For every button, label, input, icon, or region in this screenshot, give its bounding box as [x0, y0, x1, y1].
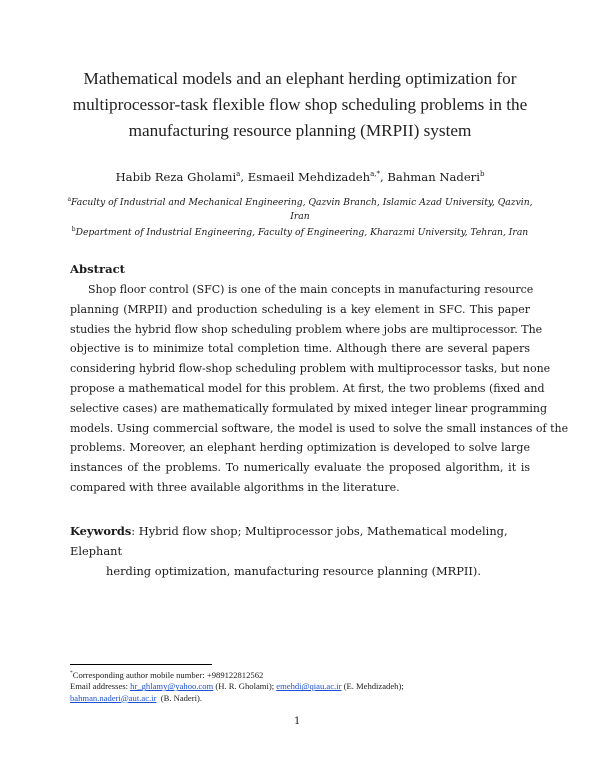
author-name: Habib Reza Gholami — [115, 170, 237, 184]
email-line — [70, 693, 540, 704]
email-owner: (B. Naderi). — [156, 692, 203, 703]
email-prefix: Email addresses: — [70, 681, 131, 692]
affiliation-text: Iran — [290, 211, 310, 223]
author-name: Esmaeil Mehdizadeh — [247, 170, 371, 184]
keywords-label: Keywords — [70, 524, 132, 538]
abstract-line: propose a mathematical model for this problem. At first, the two problems (fixed and — [70, 381, 545, 395]
affiliation-mark: a — [67, 196, 72, 203]
author-name: Bahman Naderi — [387, 170, 480, 184]
affiliation-mark: b — [71, 226, 76, 233]
title-line: Mathematical models and an elephant herding optimization for — [83, 69, 517, 88]
affiliation-text: Department of Industrial Engineering, Faculty of Engineering, Kharazmi University, Tehran, Iran — [75, 227, 529, 239]
corresponding-author-note — [70, 668, 540, 681]
affiliation-text: Faculty of Industrial and Mechanical Engineering, Qazvin Branch, Islamic Azad University, Qazvin, — [71, 197, 533, 209]
abstract-line: considering hybrid flow-shop scheduling problem with multiprocessor tasks, but none — [70, 362, 551, 376]
keywords-text: : Hybrid flow shop; Multiprocessor jobs, Mathematical modeling, Elephant — [70, 524, 508, 558]
title-line: multiprocessor-task flexible flow shop scheduling problems in the — [72, 95, 528, 114]
abstract-line: compared with three available algorithms in the literature. — [70, 480, 400, 494]
abstract-line: studies the hybrid flow shop scheduling problem where jobs are multiprocessor. The — [70, 322, 543, 336]
abstract-body — [70, 280, 569, 498]
author-affil-mark: b — [479, 170, 485, 179]
title-line: manufacturing resource planning (MRPII) system — [128, 121, 472, 140]
abstract-line: selective cases) are mathematically formulated by mixed integer linear programming — [70, 401, 548, 415]
author-affil-mark: a,* — [370, 170, 381, 179]
email-line — [70, 681, 540, 692]
abstract-line: models. Using commercial software, the model is used to solve the small instances of the — [70, 421, 569, 435]
footnotes — [70, 668, 540, 704]
page-number: 1 — [294, 716, 301, 727]
email-owner: (H. R. Gholami); — [213, 681, 277, 692]
abstract-line: Shop floor control (SFC) is one of the main concepts in manufacturing resource — [88, 283, 534, 296]
abstract-line: problems. Moreover, an elephant herding optimization is developed to solve large — [70, 441, 530, 455]
affiliation-a — [60, 193, 540, 224]
paper-title — [40, 66, 560, 144]
keywords — [70, 522, 530, 581]
abstract-line: instances of the problems. To numerically evaluate the proposed algorithm, it is — [70, 461, 530, 475]
author-affil-mark: a — [236, 170, 241, 179]
abstract-heading: Abstract — [70, 262, 126, 276]
affiliation-b — [60, 223, 540, 240]
email-link-mehdizadeh[interactable]: emehdi@qiau.ac.ir — [276, 681, 342, 692]
email-owner: (E. Mehdizadeh); — [341, 681, 404, 692]
email-link-gholami[interactable]: hr_ghlamy@yahoo.com — [130, 681, 214, 692]
abstract-line: planning (MRPII) and production scheduling is a key element in SFC. This paper — [70, 302, 530, 316]
keywords-text: herding optimization, manufacturing resource planning (MRPII). — [106, 563, 481, 578]
footnote-rule — [70, 664, 212, 665]
abstract-line: objective is to minimize total completion time. Although there are several papers — [70, 342, 530, 356]
footnote-mark: * — [70, 670, 73, 676]
corresponding-author-text: Corresponding author mobile number: +989122812562 — [72, 669, 264, 680]
email-link-naderi[interactable]: bahman.naderi@aut.ac.ir — [70, 692, 157, 703]
author-list: Habib Reza Gholami$^a$, Esmaeil Mehdizadeh$^{a,*}$, Bahman Naderi$^b$ — [115, 170, 485, 184]
